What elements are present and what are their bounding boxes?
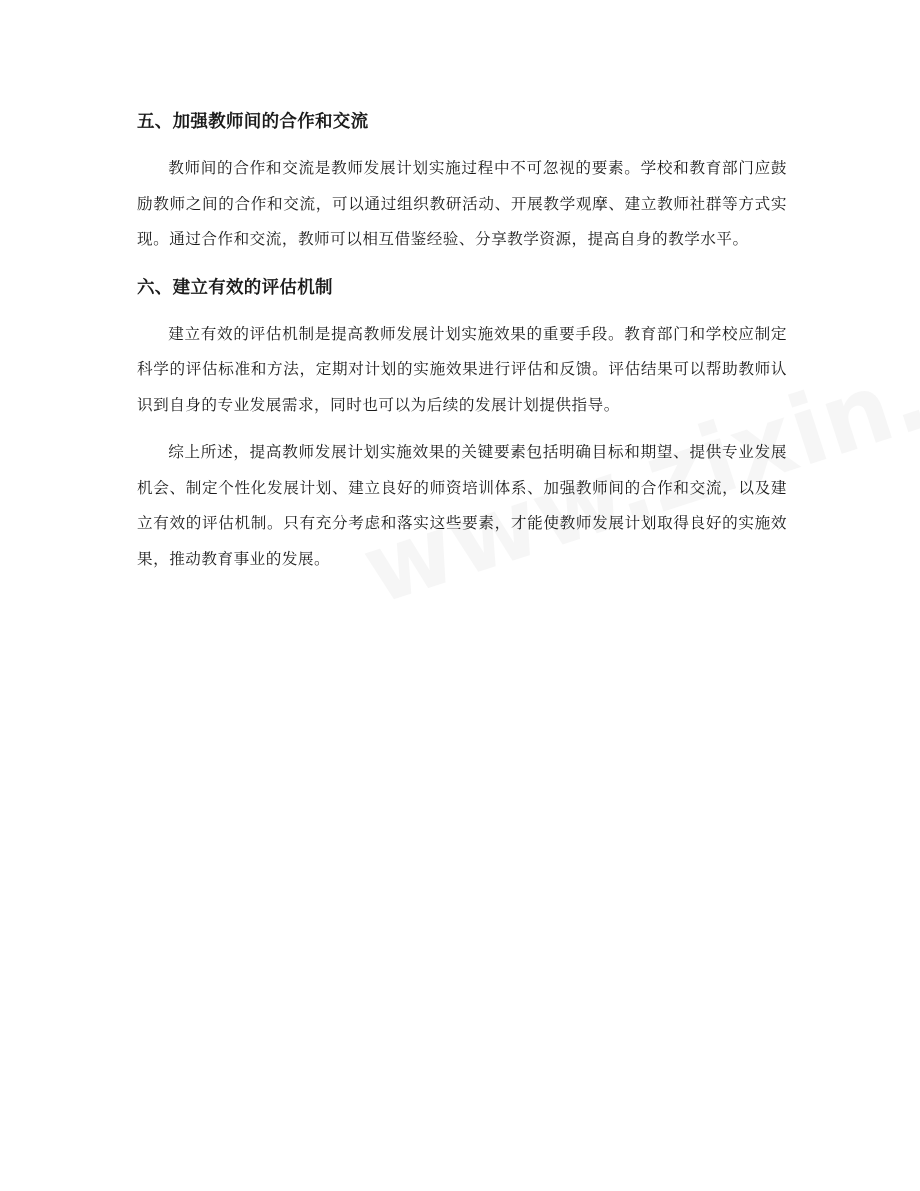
document-body [137, 104, 787, 577]
section-heading-6: 六、建立有效的评估机制 [137, 277, 333, 298]
section-paragraph-5: 教师间的合作和交流是教师发展计划实施过程中不可忽视的要素。学校和教育部门应鼓励教师之间的合作和交流，可以通过组织教研活动、开展教学观摩、建立教师社群等方式实现。通过合作和交流，教师可以相互借鉴经验、分享教学资源，提高自身的教学水平。 [137, 159, 787, 248]
section-heading-5: 五、加强教师间的合作和交流 [137, 112, 369, 132]
section-paragraph-6: 建立有效的评估机制是提高教师发展计划实施效果的重要手段。教育部门和学校应制定科学的评估标准和方法，定期对计划的实施效果进行评估和反馈。评估结果可以帮助教师认识到自身的专业发展需求，同时也可以为后续的发展计划提供指导。 [137, 324, 787, 414]
conclusion-paragraph: 综上所述，提高教师发展计划实施效果的关键要素包括明确目标和期望、提供专业发展机会、制定个性化发展计划、建立良好的师资培训体系、加强教师间的合作和交流，以及建立有效的评估机制。只有充分考虑和落实这些要素，才能使教师发展计划取得良好的实施效果，推动教育事业的发展。 [137, 443, 787, 568]
